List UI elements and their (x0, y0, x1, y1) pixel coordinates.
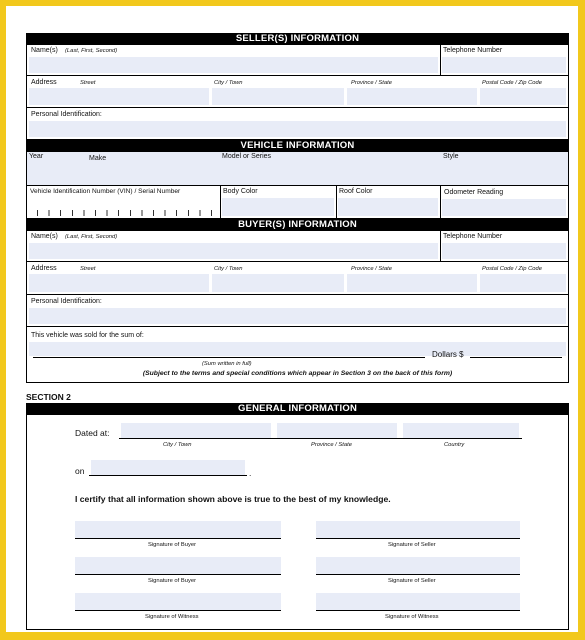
buyer-city-label: City / Town (214, 266, 243, 272)
dated-province-field[interactable] (277, 423, 397, 438)
vehicle-style-label: Style (443, 153, 459, 160)
sum-written-hint: (Sum written in full) (202, 361, 252, 367)
seller-signature-line-2 (316, 574, 520, 575)
dollars-label: Dollars $ (432, 350, 464, 359)
seller-province-label: Province / State (351, 80, 392, 86)
vehicle-year-cell[interactable] (27, 152, 88, 185)
date-line (89, 475, 247, 476)
dated-city-label: City / Town (163, 442, 192, 448)
buyer-telephone-field[interactable] (442, 243, 566, 259)
seller-id-field[interactable] (29, 121, 566, 137)
vehicle-roof-color-field[interactable] (338, 198, 438, 216)
seller-postal-label: Postal Code / Zip Code (482, 80, 542, 86)
vehicle-roof-color-label: Roof Color (339, 188, 373, 195)
witness-signature-field-2[interactable] (316, 593, 520, 610)
seller-telephone-field[interactable] (442, 57, 566, 73)
sold-for-label: This vehicle was sold for the sum of: (31, 332, 144, 339)
vehicle-make-label: Make (89, 155, 107, 162)
seller-telephone-label: Telephone Number (443, 47, 503, 54)
buyer-id-field[interactable] (29, 308, 566, 324)
witness-signature-label-1: Signature of Witness (145, 614, 199, 620)
vehicle-vin-cell[interactable] (27, 186, 221, 218)
bill-of-sale-form (26, 33, 569, 630)
sale-row (26, 327, 569, 383)
seller-name-hint: (Last, First, Second) (65, 48, 118, 54)
vehicle-year-label: Year (29, 153, 44, 160)
vehicle-odometer-cell[interactable] (440, 186, 568, 218)
vehicle-style-cell[interactable] (440, 152, 568, 185)
vehicle-roof-color-cell[interactable] (336, 186, 441, 218)
dated-province-label: Province / State (311, 442, 352, 448)
seller-province-field[interactable] (347, 88, 477, 105)
buyer-section-header: BUYER(S) INFORMATION (26, 219, 569, 231)
vehicle-odometer-label: Odometer Reading (444, 189, 504, 196)
general-info-header: GENERAL INFORMATION (26, 403, 569, 415)
seller-street-label: Street (80, 80, 96, 86)
buyer-signature-line-2 (75, 574, 281, 575)
witness-signature-field-1[interactable] (75, 593, 281, 610)
buyer-street-field[interactable] (29, 274, 209, 292)
buyer-signature-label: Signature of Buyer (148, 542, 197, 548)
certify-statement: I certify that all information shown above is true to the best of my knowledge. (75, 494, 391, 504)
seller-signature-label: Signature of Seller (388, 542, 436, 548)
seller-city-field[interactable] (212, 88, 344, 105)
buyer-signature-field-2[interactable] (75, 557, 281, 574)
seller-signature-field-2[interactable] (316, 557, 520, 574)
buyer-telephone-cell[interactable] (440, 231, 568, 261)
seller-signature-field[interactable] (316, 521, 520, 538)
vehicle-row-2 (26, 186, 569, 219)
buyer-province-label: Province / State (351, 266, 392, 272)
vehicle-vin-label: Vehicle Identification Number (VIN) / Serial Number (30, 188, 181, 195)
buyer-address-label: Address (31, 265, 57, 272)
dated-city-field[interactable] (121, 423, 271, 438)
dated-country-field[interactable] (403, 423, 519, 438)
buyer-province-field[interactable] (347, 274, 477, 292)
on-label: on (75, 466, 85, 476)
seller-city-label: City / Town (214, 80, 243, 86)
terms-note: (Subject to the terms and special conditions which appear in Section 3 on the back of this form) (142, 370, 453, 377)
sale-amount-field[interactable] (29, 342, 566, 356)
date-period: . (249, 468, 252, 478)
seller-name-field[interactable] (29, 57, 438, 73)
vin-character-ticks (37, 210, 214, 216)
vehicle-make-cell[interactable] (87, 152, 221, 185)
vehicle-body-color-field[interactable] (222, 198, 334, 216)
seller-name-row (26, 45, 569, 76)
seller-signature-line (316, 538, 520, 539)
seller-address-label: Address (31, 79, 57, 86)
buyer-name-cell[interactable] (27, 231, 441, 261)
seller-section-header: SELLER(S) INFORMATION (26, 33, 569, 45)
dollars-line (470, 357, 562, 358)
buyer-signature-label-2: Signature of Buyer (148, 578, 197, 584)
dated-at-line (119, 438, 522, 439)
seller-name-cell[interactable] (27, 45, 441, 75)
seller-id-label: Personal Identification: (31, 111, 102, 118)
buyer-postal-field[interactable] (480, 274, 566, 292)
seller-signature-label-2: Signature of Seller (388, 578, 436, 584)
buyer-signature-line (75, 538, 281, 539)
vehicle-odometer-field[interactable] (442, 199, 566, 216)
buyer-name-row (26, 231, 569, 262)
seller-id-row (26, 108, 569, 140)
buyer-address-row (26, 262, 569, 295)
buyer-id-label: Personal Identification: (31, 298, 102, 305)
witness-signature-label-2: Signature of Witness (385, 614, 439, 620)
vehicle-model-label: Model or Series (222, 153, 272, 160)
buyer-street-label: Street (80, 266, 96, 272)
buyer-city-field[interactable] (212, 274, 344, 292)
buyer-telephone-label: Telephone Number (443, 233, 503, 240)
buyer-name-label: Name(s) (31, 233, 58, 240)
dated-country-label: Country (444, 442, 465, 448)
seller-telephone-cell[interactable] (440, 45, 568, 75)
buyer-id-row (26, 295, 569, 327)
buyer-signature-field[interactable] (75, 521, 281, 538)
seller-name-label: Name(s) (31, 47, 58, 54)
vehicle-body-color-label: Body Color (223, 188, 258, 195)
vehicle-body-color-cell[interactable] (220, 186, 337, 218)
buyer-name-field[interactable] (29, 243, 438, 259)
vehicle-section-header: VEHICLE INFORMATION (26, 140, 569, 152)
seller-street-field[interactable] (29, 88, 209, 105)
dated-at-label: Dated at: (75, 428, 110, 438)
seller-postal-field[interactable] (480, 88, 566, 105)
vehicle-model-cell[interactable] (220, 152, 441, 185)
seller-address-row (26, 76, 569, 108)
vehicle-row-1 (26, 152, 569, 186)
sum-written-line (33, 357, 425, 358)
witness-signature-line-2 (316, 610, 520, 611)
date-field[interactable] (91, 460, 245, 475)
section-2-title: SECTION 2 (26, 392, 71, 402)
buyer-postal-label: Postal Code / Zip Code (482, 266, 542, 272)
form-page (6, 6, 578, 632)
general-info-body (26, 415, 569, 630)
buyer-name-hint: (Last, First, Second) (65, 234, 118, 240)
witness-signature-line-1 (75, 610, 281, 611)
